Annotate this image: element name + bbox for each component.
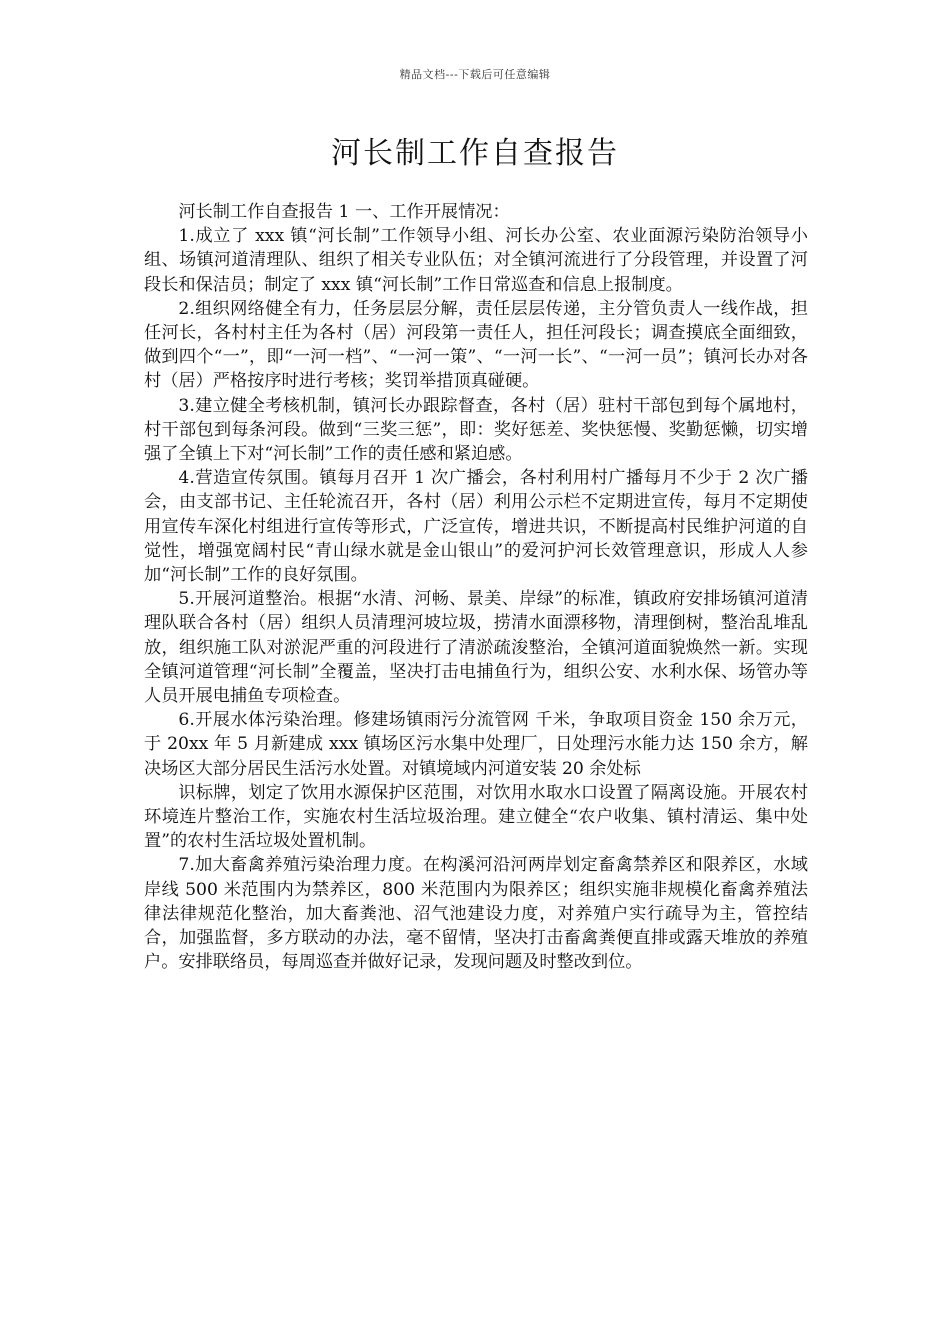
header-note: 精品文档---下载后可任意编辑 [399,68,551,81]
paragraph-6: 6.开展水体污染治理。修建场镇雨污分流管网 千米，争取项目资金 150 余万元，于 20xx 年 5 月新建成 xxx 镇场区污水集中处理厂，日处理污水能力达 150 余方，解决场区大部分居民生活污水处置。对镇境域内河道安装 20 余处标 [144,710,808,779]
paragraph-3: 3.建立健全考核机制，镇河长办跟踪督查，各村（居）驻村干部包到每个属地村，村干部包到每条河段。做到“三奖三惩”，即：奖好惩差、奖快惩慢、奖勤惩懒，切实增强了全镇上下对“河长制”工作的责任感和紧迫感。 [144,395,808,465]
paragraph-4: 4.营造宣传氛围。镇每月召开 1 次广播会，各村利用村广播每月不少于 2 次广播会，由支部书记、主任轮流召开，各村（居）利用公示栏不定期进宣传，每月不定期使用宣传车深化村组进行宣传等形式，广泛宣传，增进共识，不断提高村民维护河道的自觉性，增强宽阔村民“青山绿水就是金山银山”的爱河护河长效管理意识，形成人人参加“河长制”工作的良好氛围。 [144,468,808,586]
paragraph-1: 1.成立了 xxx 镇“河长制”工作领导小组、河长办公室、农业面源污染防治领导小组、场镇河道清理队、组织了相关专业队伍；对全镇河流进行了分段管理，并设置了河段长和保洁员；制定了 xxx 镇“河长制”工作日常巡查和信息上报制度。 [144,226,808,295]
document-body [144,200,808,975]
document-title: 河长制工作自查报告 [331,136,619,171]
paragraph-6-continued: 识标牌，划定了饮用水源保护区范围，对饮用水取水口设置了隔离设施。开展农村环境连片整治工作，实施农村生活垃圾治理。建立健全“农户收集、镇村清运、集中处置”的农村生活垃圾处置机制。 [144,782,808,852]
paragraph-7: 7.加大畜禽养殖污染治理力度。在构溪河沿河两岸划定畜禽禁养区和限养区，水域岸线 500 米范围内为禁养区，800 米范围内为限养区；组织实施非规模化畜禽养殖法律法律规范化整治，加大畜粪池、沼气池建设力度，对养殖户实行疏导为主，管控结合，加强监督，多方联动的办法，毫不留情，坚决打击畜禽粪便直排或露天堆放的养殖户。安排联络员，每周巡查并做好记录，发现问题及时整改到位。 [144,855,808,973]
paragraph-5: 5.开展河道整治。根据“水清、河畅、景美、岸绿”的标准，镇政府安排场镇河道清理队联合各村（居）组织人员清理河坡垃圾，捞清水面漂移物，清理倒树，整治乱堆乱放，组织施工队对淤泥严重的河段进行了清淤疏浚整治，全镇河道面貌焕然一新。实现全镇河道管理“河长制”全覆盖，坚决打击电捕鱼行为，组织公安、水利水保、场管办等人员开展电捕鱼专项检查。 [144,589,808,707]
paragraph-intro: 河长制工作自查报告 1 一、工作开展情况： [178,202,510,222]
paragraph-2: 2.组织网络健全有力，任务层层分解，责任层层传递，主分管负责人一线作战，担任河长，各村村主任为各村（居）河段第一责任人，担任河段长；调查摸底全面细致，做到四个“一”，即“一河一档”、“一河一策”、“一河一长”、“一河一员”；镇河长办对各村（居）严格按序时进行考核；奖罚举措顶真碰硬。 [144,298,808,392]
